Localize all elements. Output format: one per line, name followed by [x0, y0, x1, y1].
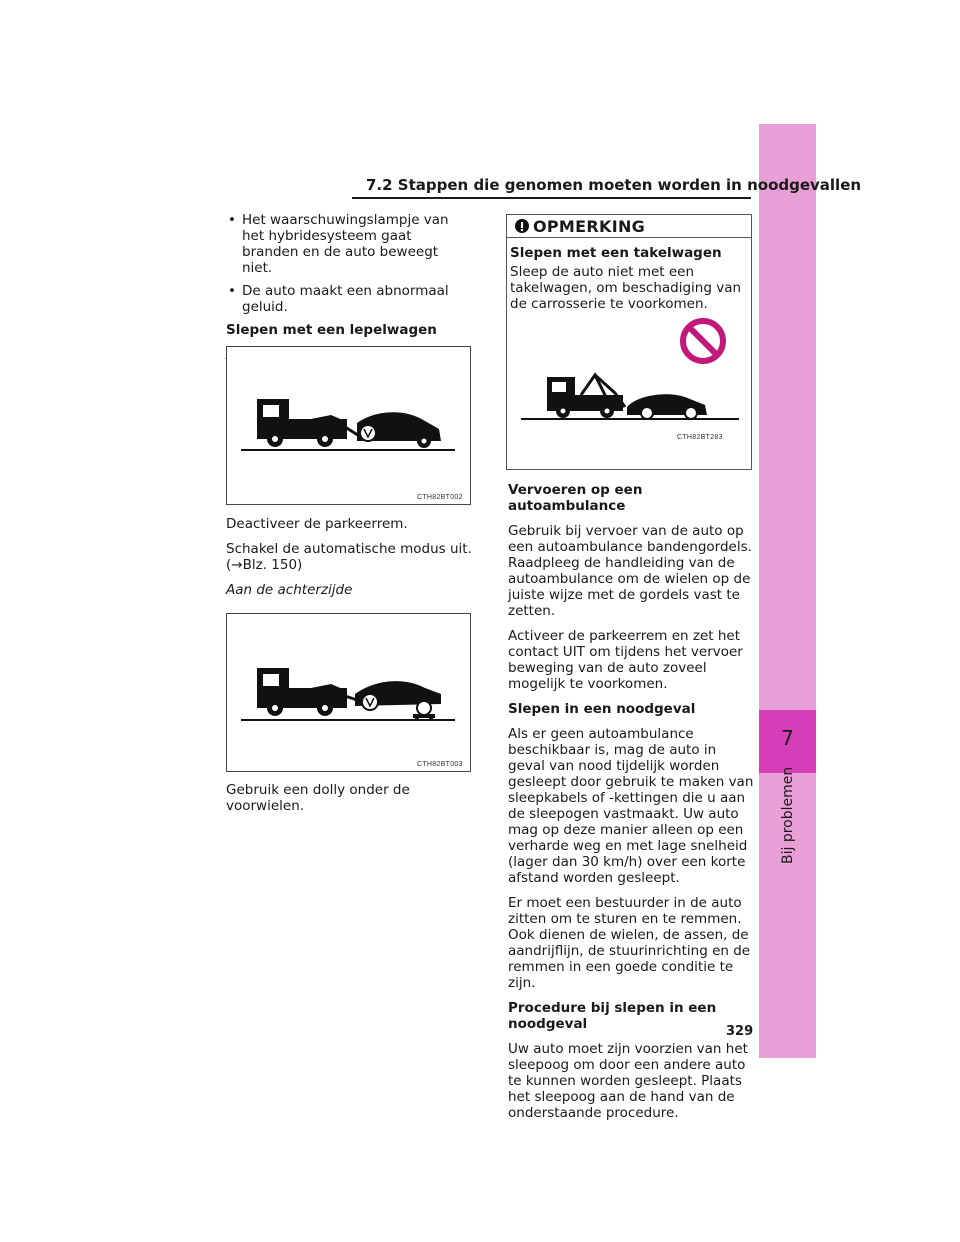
chapter-number: 7 — [781, 726, 794, 750]
para-noodgeval-2: Er moet een bestuurder in de auto zitten om te sturen en te remmen. Ook dienen de wielen, de assen, de aandrijflijn, de stuurinrichting en de remmen in een goede conditie te zijn. — [508, 895, 751, 991]
para-procedure: Uw auto moet zijn voorzien van het sleepoog om door een andere auto te kunnen worden gesleept. Plaats het sleepoog aan de hand van de onderstaande procedure. — [508, 1041, 748, 1121]
page-number: 329 — [726, 1024, 754, 1039]
heading-procedure: Procedure bij slepen in een noodgeval — [508, 1000, 717, 1032]
figure-code: CTH82BT283 — [677, 434, 723, 441]
para-automatisch: Schakel de automatische modus uit. (→Blz. 150) — [226, 541, 472, 573]
notice-title: OPMERKING — [533, 216, 646, 236]
para-parkeerrem: Deactiveer de parkeerrem. — [226, 516, 408, 532]
para-dolly: Gebruik een dolly onder de voorwielen. — [226, 782, 410, 814]
para-noodgeval-1: Als er geen autoambulance beschikbaar is, mag de auto in geval van nood tijdelijk worden gesleept door gebruik te maken van sleepkabels of -kettingen die u aan de sleepogen vastmaakt. Uw auto mag op deze manier alleen op een verharde weg en met lage snelheid (lager dan 30 km/h) over een korte afstand worden gesleept. — [508, 726, 754, 886]
figure-code: CTH82BT003 — [417, 761, 463, 768]
wrecker-prohibited-illustration — [507, 311, 751, 451]
notice-header — [507, 215, 751, 238]
figure-rear-tow — [226, 613, 471, 772]
list-item: • De auto maakt een abnormaal geluid. — [228, 283, 449, 315]
heading-lepelwagen: Slepen met een lepelwagen — [226, 322, 437, 338]
notice-text: Sleep de auto niet met een takelwagen, om beschadiging van de carrosserie te voorkomen. — [510, 264, 742, 312]
figure-code: CTH82BT002 — [417, 494, 463, 501]
right-column — [508, 482, 754, 1130]
heading-noodgeval: Slepen in een noodgeval — [508, 701, 696, 717]
rear-label: Aan de achterzijde — [226, 582, 353, 598]
left-column-mid — [226, 516, 472, 607]
header-rule — [352, 197, 751, 199]
tow-truck-rear-illustration — [227, 614, 470, 771]
warning-icon — [515, 219, 529, 233]
para-ambulance-2: Activeer de parkeerrem en zet het contact UIT om tijdens het vervoer beweging van de auto zoveel mogelijk te voorkomen. — [508, 628, 743, 692]
list-item: • Het waarschuwingslampje van het hybridesysteem gaat branden en de auto beweegt niet. — [228, 212, 449, 276]
notice-heading: Slepen met een takelwagen — [510, 245, 722, 261]
notice-box — [506, 214, 752, 470]
chapter-label: Bij problemen — [780, 766, 796, 864]
figure-front-tow — [226, 346, 471, 505]
section-title: 7.2 Stappen die genomen moeten worden in noodgevallen — [366, 176, 862, 194]
para-ambulance-1: Gebruik bij vervoer van de auto op een autoambulance bandengordels. Raadpleeg de handleiding van de autoambulance om de wielen op de juiste wijze met de gordels vast te zetten. — [508, 523, 752, 619]
chapter-side-tab — [759, 124, 816, 1058]
tow-truck-front-illustration — [227, 347, 470, 504]
left-column-bottom — [226, 782, 472, 823]
heading-ambulance: Vervoeren op een autoambulance — [508, 482, 643, 514]
